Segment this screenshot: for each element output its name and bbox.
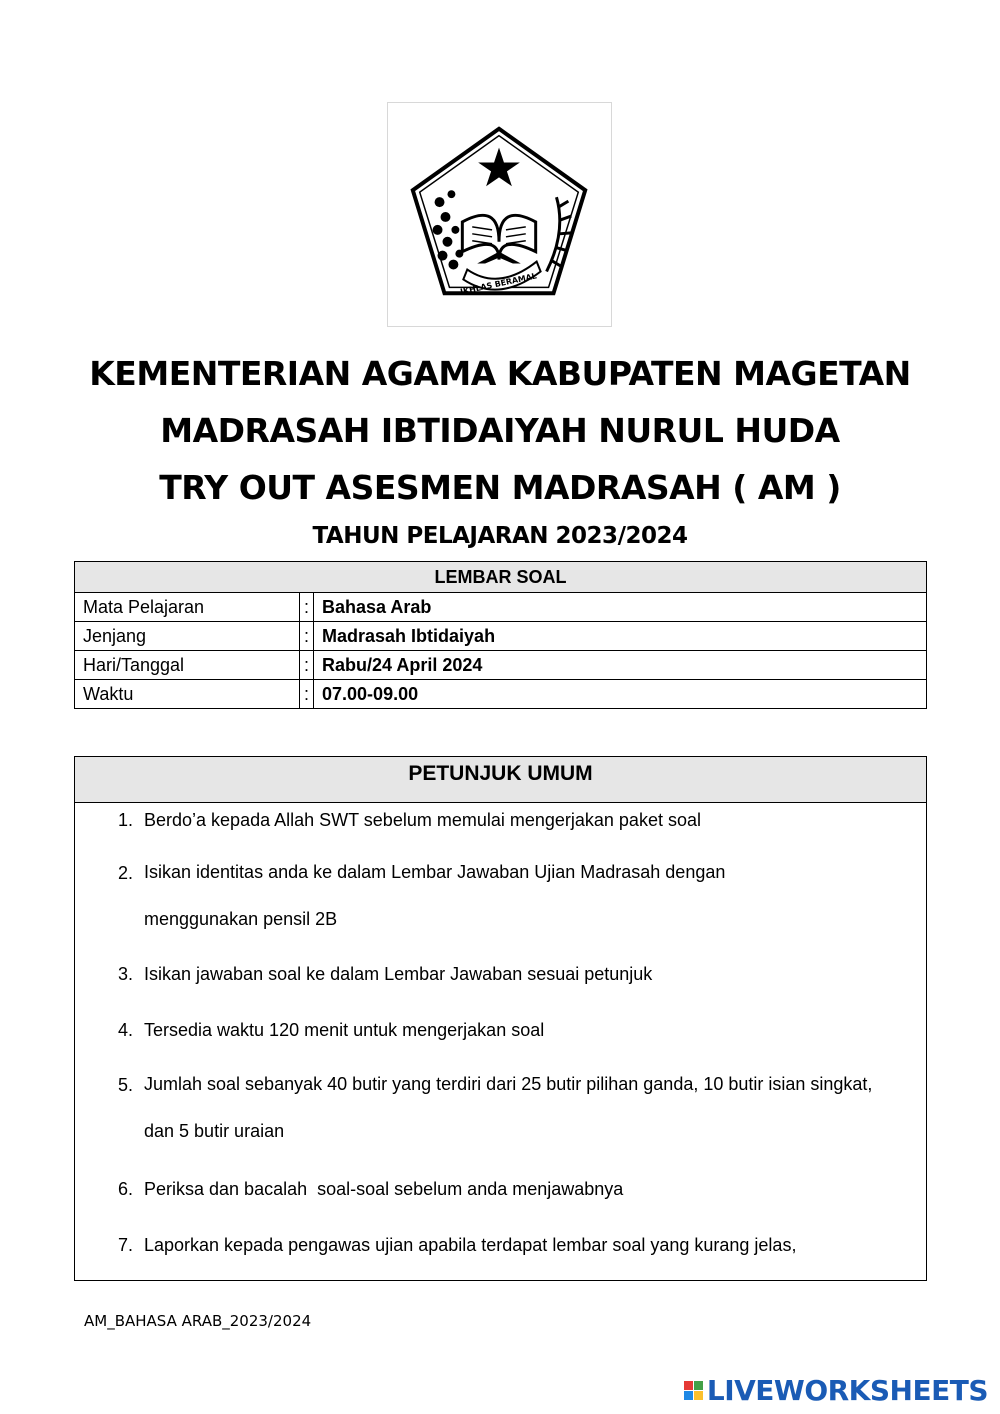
item-number: 1. [117,810,133,830]
item-number: 6. [117,1179,133,1199]
info-title: LEMBAR SOAL [75,562,927,593]
item-text: Isikan identitas anda ke dalam Lembar Jawaban Ujian Madrasah dengan menggunakan pensil 2B [144,862,726,929]
info-separator: : [300,593,314,622]
item-number: 7. [117,1235,133,1255]
item-number: 2. [117,863,133,883]
item-text: Laporkan kepada pengawas ujian apabila terdapat lembar soal yang kurang jelas, [144,1235,797,1255]
info-title-row [75,562,927,593]
table-row [75,651,927,680]
info-label: Mata Pelajaran [75,593,300,622]
info-value: Madrasah Ibtidaiyah [314,622,927,651]
school-title: MADRASAH IBTIDAIYAH NURUL HUDA [160,411,840,450]
brand-name: LIVEWORKSHEETS [706,1373,988,1407]
item-text: Isikan jawaban soal ke dalam Lembar Jawaban sesuai petunjuk [144,964,653,984]
item-text: Tersedia waktu 120 menit untuk mengerjakan soal [144,1020,545,1040]
item-number: 3. [117,964,133,984]
agency-title: KEMENTERIAN AGAMA KABUPATEN MAGETAN [89,354,911,393]
liveworksheets-brand[interactable] [684,1373,988,1407]
instructions-box [74,756,927,1281]
info-value: Rabu/24 April 2024 [314,651,927,680]
kemenag-emblem-icon [388,103,611,326]
kemenag-logo [387,102,612,327]
item-text: Berdo’a kepada Allah SWT sebelum memulai mengerjakan paket soal [144,810,701,830]
academic-year: TAHUN PELAJARAN 2023/2024 [312,523,688,549]
liveworksheets-icon [684,1381,703,1400]
info-label: Waktu [75,680,300,709]
item-number: 4. [117,1020,133,1040]
table-row [75,622,927,651]
table-row [75,593,927,622]
document-code: AM_BAHASA ARAB_2023/2024 [84,1312,312,1330]
info-value: Bahasa Arab [314,593,927,622]
info-label: Jenjang [75,622,300,651]
logo-motto: IKHLAS BERAMAL [459,271,538,297]
table-row [75,680,927,709]
exam-title: TRY OUT ASESMEN MADRASAH ( AM ) [159,468,841,507]
info-separator: : [300,622,314,651]
info-separator: : [300,680,314,709]
info-value: 07.00-09.00 [314,680,927,709]
instructions-title: PETUNJUK UMUM [75,757,926,803]
info-label: Hari/Tanggal [75,651,300,680]
item-text: Jumlah soal sebanyak 40 butir yang terdiri dari 25 butir pilihan ganda, 10 butir isian singkat, dan 5 butir uraian [144,1074,873,1141]
item-number: 5. [117,1075,133,1095]
info-table [74,561,927,709]
item-text: Periksa dan bacalah soal-soal sebelum anda menjawabnya [144,1179,624,1199]
info-separator: : [300,651,314,680]
